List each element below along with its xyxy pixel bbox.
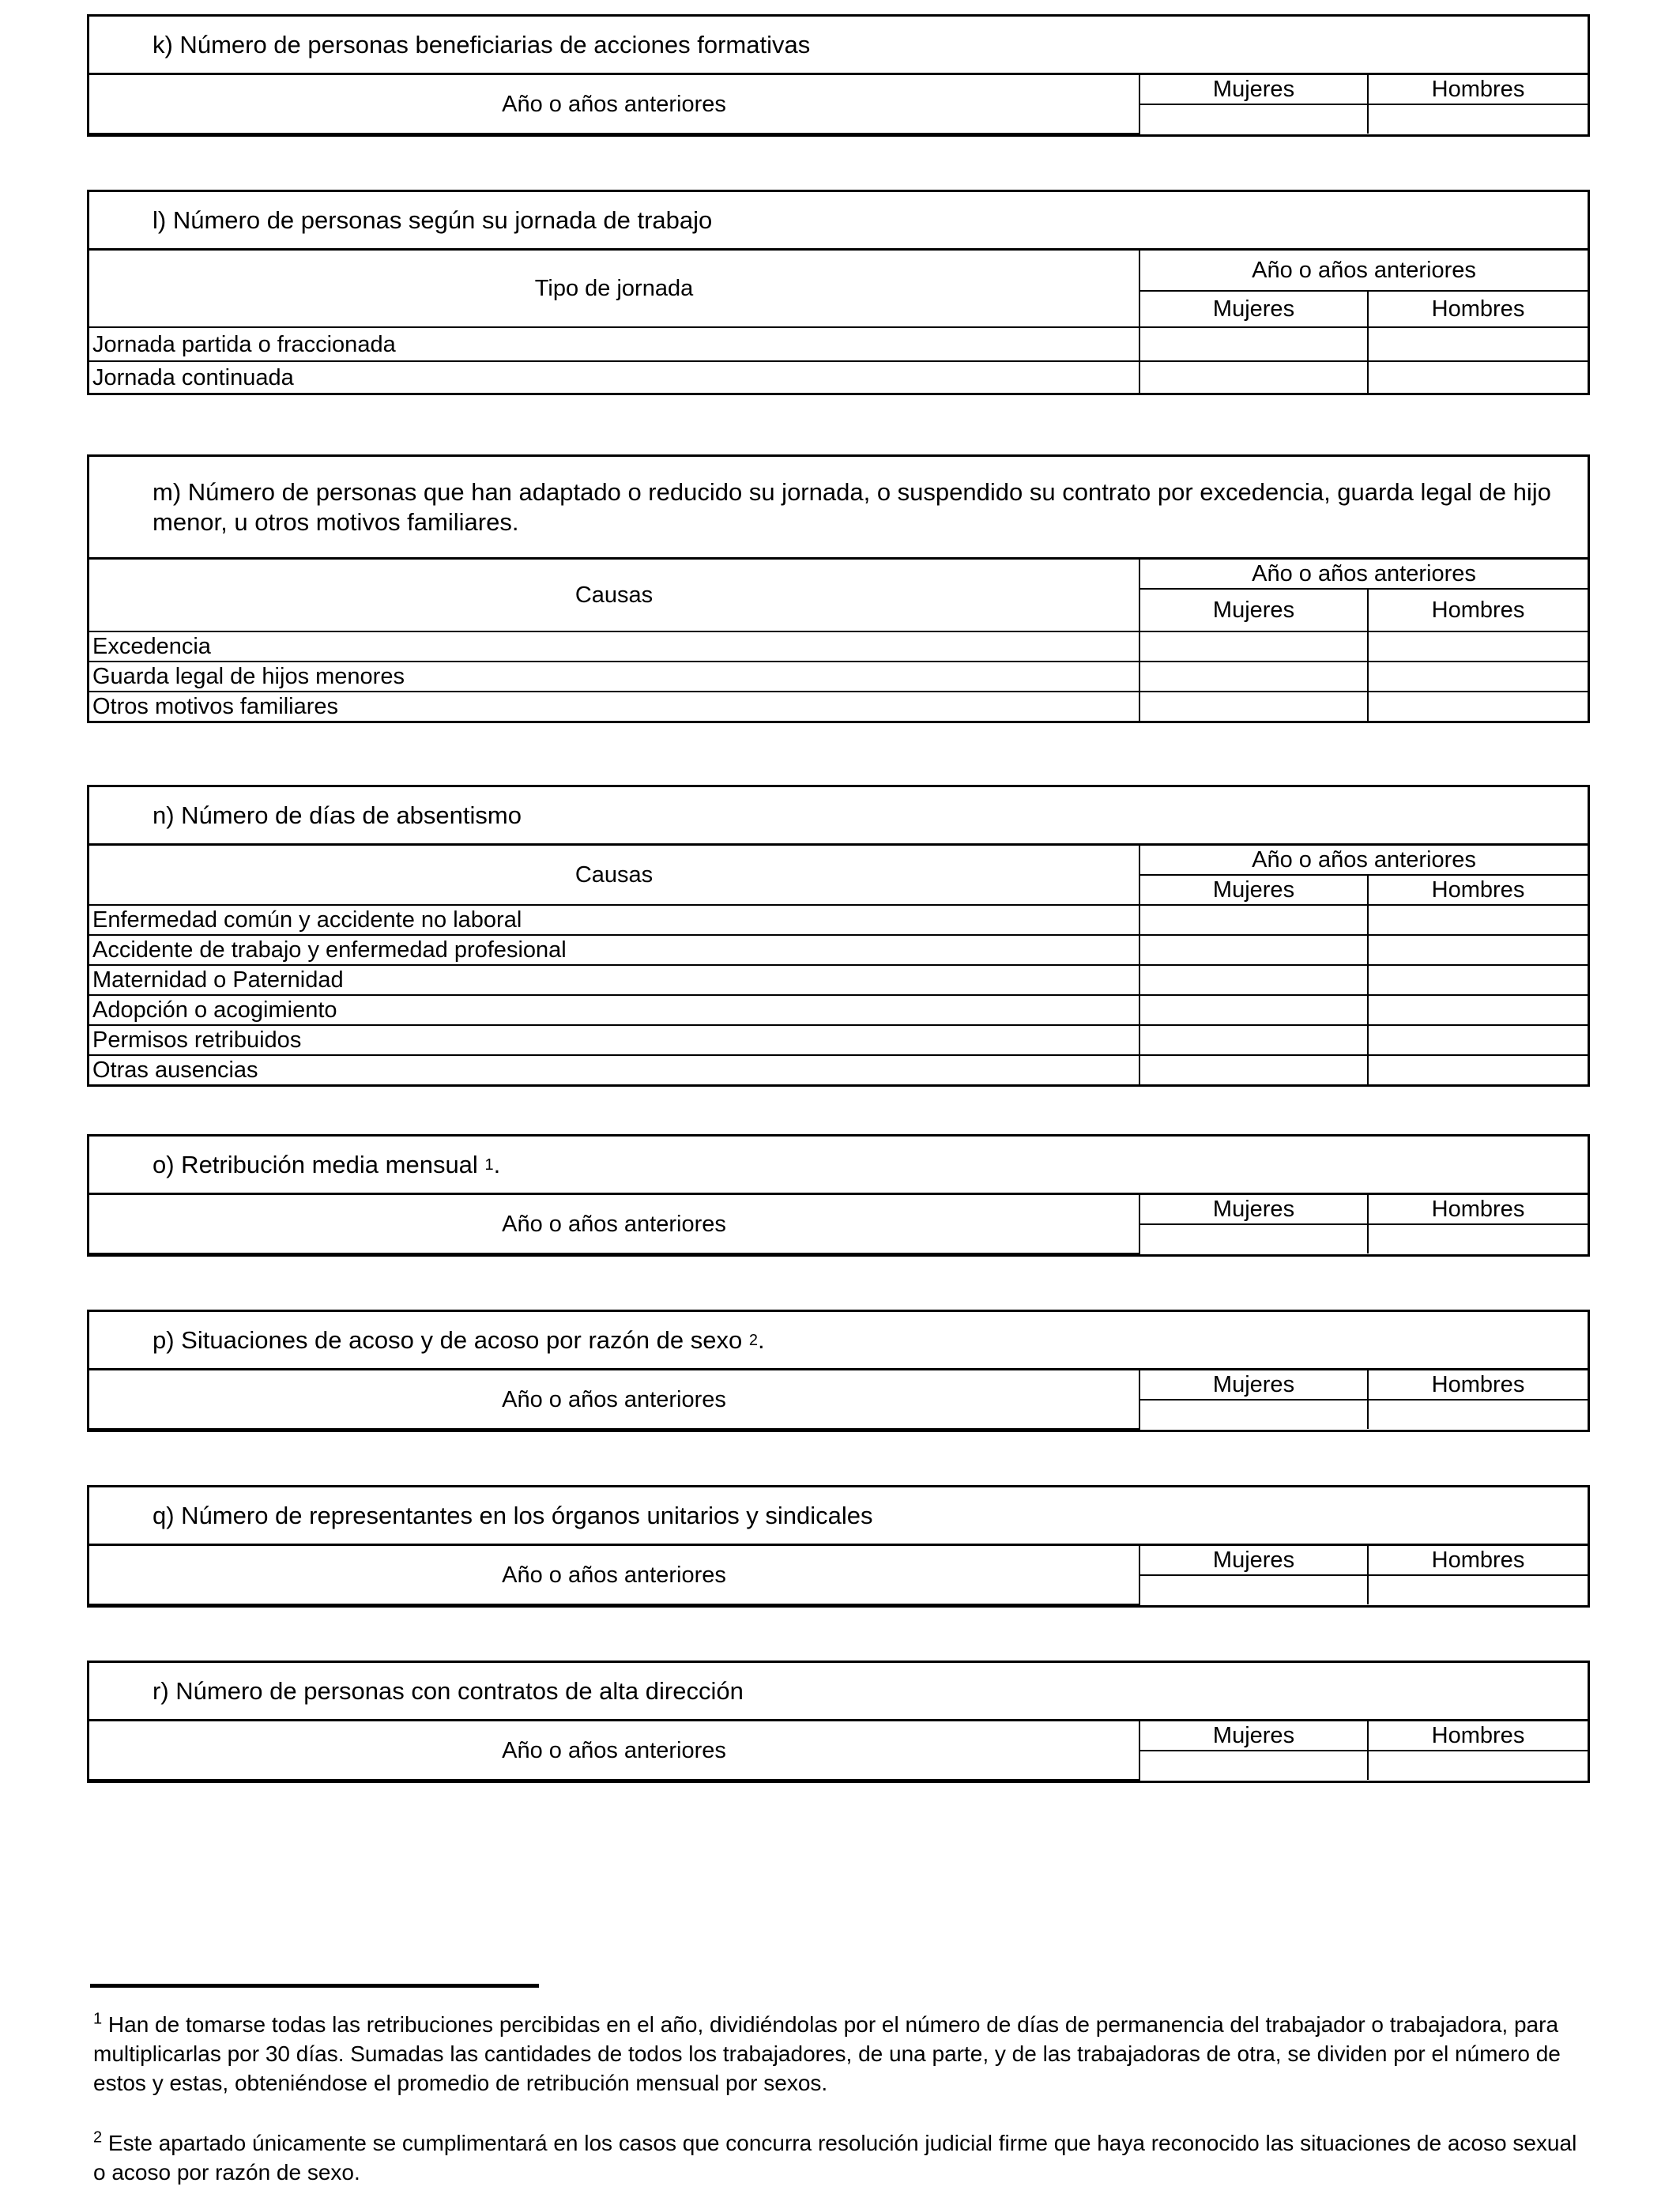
row-label: Excedencia: [89, 631, 1139, 662]
section-r-grid: [89, 1721, 1588, 1781]
men-input-cell[interactable]: [1368, 631, 1588, 662]
footnote-separator: [90, 1984, 539, 1988]
men-header: Hombres: [1368, 875, 1588, 905]
year-header: Año o años anteriores: [1139, 560, 1588, 589]
section-m-grid: [89, 560, 1588, 721]
footnote-1: [93, 2010, 1579, 2098]
women-input-cell[interactable]: [1139, 692, 1368, 721]
footnote-1-text: Han de tomarse todas las retribuciones percibidas en el año, dividiéndolas por el número de días de permanencia del trabajador o trabajadora, para multiplicarlas por 30 días. Sumadas las cantidades de todos los trabajadores, de una parte, y de las trabajadoras de otra, se dividen por el número de estos y estas, obteniéndose el promedio de retribución mensual por sexos.: [93, 2012, 1561, 2095]
men-input-cell[interactable]: [1368, 662, 1588, 692]
women-input-cell[interactable]: [1139, 995, 1368, 1025]
section-l-table: [87, 190, 1590, 395]
men-input-cell[interactable]: [1368, 965, 1588, 995]
section-p-table: [87, 1310, 1590, 1432]
section-p-title: p) Situaciones de acoso y de acoso por razón de sexo 2 .: [89, 1312, 1588, 1370]
men-header: Hombres: [1368, 1546, 1588, 1575]
row-label: Otros motivos familiares: [89, 692, 1139, 721]
women-input-cell[interactable]: [1139, 1025, 1368, 1055]
men-header: Hombres: [1368, 1721, 1588, 1751]
row-label: Guarda legal de hijos menores: [89, 662, 1139, 692]
men-header: Hombres: [1368, 75, 1588, 104]
section-q-table: [87, 1485, 1590, 1608]
section-p-title-suffix: .: [757, 1325, 765, 1354]
women-input-cell[interactable]: [1139, 965, 1368, 995]
section-n-title: n) Número de días de absentismo: [89, 787, 1588, 846]
men-input-cell[interactable]: [1368, 1751, 1588, 1780]
row-label: Jornada continuada: [89, 361, 1139, 393]
men-input-cell[interactable]: [1368, 692, 1588, 721]
men-input-cell[interactable]: [1368, 935, 1588, 965]
men-header: Hombres: [1368, 291, 1588, 327]
women-header: Mujeres: [1139, 291, 1368, 327]
section-o-title: o) Retribución media mensual 1 .: [89, 1137, 1588, 1195]
women-input-cell[interactable]: [1139, 935, 1368, 965]
women-input-cell[interactable]: [1139, 104, 1368, 134]
section-l-title: l) Número de personas según su jornada de trabajo: [89, 192, 1588, 251]
section-n-table: [87, 785, 1590, 1087]
section-k-grid: [89, 75, 1588, 134]
section-q-grid: [89, 1546, 1588, 1605]
women-header: Mujeres: [1139, 1370, 1368, 1400]
footnote-2-text: Este apartado únicamente se cumplimentará en los casos que concurra resolución judicial firme que haya reconocido las situaciones de acoso sexual o acoso por razón de sexo.: [93, 2131, 1577, 2185]
section-k-table: [87, 14, 1590, 137]
women-input-cell[interactable]: [1139, 631, 1368, 662]
women-input-cell[interactable]: [1139, 1751, 1368, 1780]
women-input-cell[interactable]: [1139, 1224, 1368, 1253]
women-header: Mujeres: [1139, 75, 1368, 104]
women-header: Mujeres: [1139, 1195, 1368, 1224]
causes-header: Causas: [89, 846, 1139, 905]
women-input-cell[interactable]: [1139, 361, 1368, 393]
section-m-table: [87, 454, 1590, 723]
row-label: Enfermedad común y accidente no laboral: [89, 905, 1139, 935]
men-input-cell[interactable]: [1368, 327, 1588, 361]
women-header: Mujeres: [1139, 1721, 1368, 1751]
year-header: Año o años anteriores: [89, 1721, 1139, 1780]
section-n-grid: [89, 846, 1588, 1084]
section-p-title-text: p) Situaciones de acoso y de acoso por razón de sexo: [153, 1325, 743, 1354]
men-input-cell[interactable]: [1368, 104, 1588, 134]
women-input-cell[interactable]: [1139, 662, 1368, 692]
section-o-table: [87, 1134, 1590, 1257]
men-input-cell[interactable]: [1368, 1025, 1588, 1055]
men-header: Hombres: [1368, 1370, 1588, 1400]
women-header: Mujeres: [1139, 1546, 1368, 1575]
men-header: Hombres: [1368, 1195, 1588, 1224]
women-input-cell[interactable]: [1139, 905, 1368, 935]
men-input-cell[interactable]: [1368, 1575, 1588, 1604]
footnote-mark-2: 2: [93, 2128, 103, 2147]
section-r-title: r) Número de personas con contratos de alta dirección: [89, 1663, 1588, 1721]
row-label: Otras ausencias: [89, 1055, 1139, 1084]
women-input-cell[interactable]: [1139, 1575, 1368, 1604]
year-header: Año o años anteriores: [89, 1370, 1139, 1429]
year-header: Año o años anteriores: [89, 1546, 1139, 1604]
women-input-cell[interactable]: [1139, 327, 1368, 361]
women-input-cell[interactable]: [1139, 1400, 1368, 1429]
row-label: Jornada partida o fraccionada: [89, 327, 1139, 361]
section-o-title-suffix: .: [493, 1150, 501, 1178]
men-header: Hombres: [1368, 589, 1588, 631]
section-p-grid: [89, 1370, 1588, 1430]
section-l-grid: [89, 251, 1588, 393]
row-label: Maternidad o Paternidad: [89, 965, 1139, 995]
women-header: Mujeres: [1139, 589, 1368, 631]
section-m-title: m) Número de personas que han adaptado o reducido su jornada, o suspendido su contrato por excedencia, guarda legal de hijo menor, u otros motivos familiares.: [89, 457, 1588, 560]
year-header: Año o años anteriores: [89, 1195, 1139, 1253]
men-input-cell[interactable]: [1368, 905, 1588, 935]
footnote-2: [93, 2128, 1579, 2187]
year-header: Año o años anteriores: [1139, 251, 1588, 291]
women-header: Mujeres: [1139, 875, 1368, 905]
section-r-table: [87, 1661, 1590, 1783]
row-label: Adopción o acogimiento: [89, 995, 1139, 1025]
men-input-cell[interactable]: [1368, 995, 1588, 1025]
section-o-title-text: o) Retribución media mensual: [153, 1150, 478, 1178]
shift-type-header: Tipo de jornada: [89, 251, 1139, 327]
section-q-title: q) Número de representantes en los órganos unitarios y sindicales: [89, 1487, 1588, 1546]
women-input-cell[interactable]: [1139, 1055, 1368, 1084]
men-input-cell[interactable]: [1368, 1224, 1588, 1253]
year-header: Año o años anteriores: [1139, 846, 1588, 875]
row-label: Accidente de trabajo y enfermedad profesional: [89, 935, 1139, 965]
men-input-cell[interactable]: [1368, 361, 1588, 393]
row-label: Permisos retribuidos: [89, 1025, 1139, 1055]
causes-header: Causas: [89, 560, 1139, 631]
section-k-title: k) Número de personas beneficiarias de acciones formativas: [89, 17, 1588, 75]
footnote-mark-1: 1: [93, 2010, 103, 2028]
section-o-grid: [89, 1195, 1588, 1254]
men-input-cell[interactable]: [1368, 1055, 1588, 1084]
year-header: Año o años anteriores: [89, 75, 1139, 134]
men-input-cell[interactable]: [1368, 1400, 1588, 1429]
